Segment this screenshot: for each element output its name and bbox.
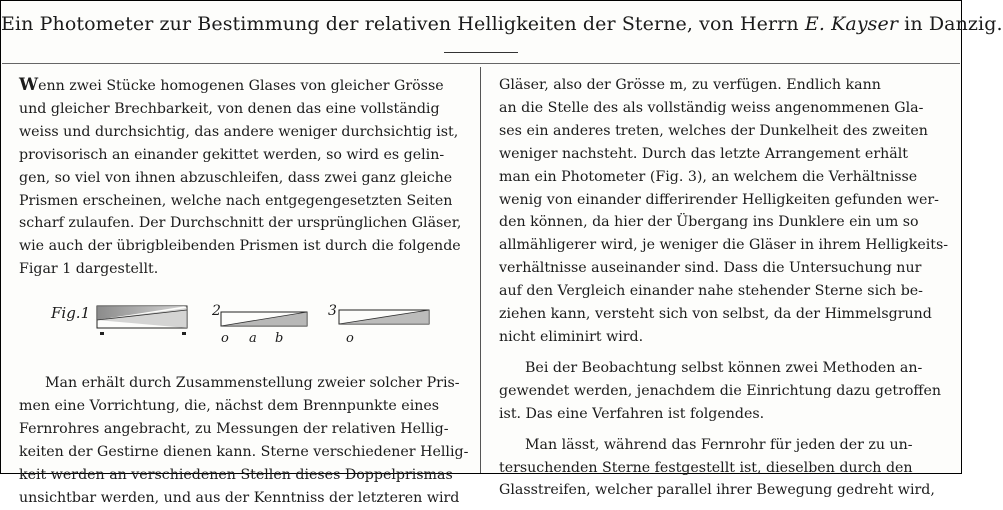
figure-3-prism: [339, 310, 429, 324]
text-line: gen, so viel von ihnen abzuschleifen, dass zwei ganz gleiche: [19, 169, 453, 186]
figure-letter-b: b: [275, 331, 284, 347]
text-line: weiss und durchsichtig, das andere weniger durchsichtig ist,: [19, 123, 459, 140]
text-line: Gläser, also der Grösse m, zu verfügen. Endlich kann: [499, 77, 881, 93]
text-line: provisorisch an einander gekittet werden, so wird es gelin-: [19, 146, 445, 163]
text-line: Glasstreifen, welcher parallel ihrer Bewegung gedreht wird,: [499, 482, 935, 499]
text-line: Wenn zwei Stücke homogenen Glases von gleicher Grösse: [19, 75, 444, 95]
text-line: verhältnisse auseinander sind. Dass die Untersuchung nur: [499, 260, 922, 277]
text-line: allmähligerer wird, je weniger die Gläser in ihrem Helligkeits-: [499, 237, 949, 254]
text-line: keiten der Gestirne dienen kann. Sterne verschiedener Hellig-: [19, 443, 469, 460]
figure-2-number: 2: [212, 303, 221, 320]
text-line: den können, da hier der Übergang ins Dunklere ein um so: [499, 214, 919, 231]
text-line: keit werden an verschiedenen Stellen dieses Doppelprismas: [19, 466, 453, 483]
text-line: Bei der Beobachtung selbst können zwei Methoden an-: [525, 359, 923, 376]
figure-3-number: 3: [328, 303, 337, 320]
text-line: nicht eliminirt wird.: [499, 328, 644, 345]
text-line: ziehen kann, versteht sich von selbst, da der Himmelsgrund: [499, 306, 932, 323]
left-column: [19, 74, 469, 510]
text-line: ist. Das eine Verfahren ist folgendes.: [499, 405, 765, 422]
text-line: Man erhält durch Zusammenstellung zweier solcher Pris-: [45, 375, 460, 392]
figure-1-prism: [97, 306, 187, 335]
text-line: gewendet werden, jenachdem die Einrichtung dazu getroffen: [499, 382, 942, 399]
text-line: tersuchenden Sterne festgestellt ist, dieselben durch den: [499, 459, 913, 476]
figure-letter-o: o: [346, 331, 354, 347]
text-line: an die Stelle des als vollständig weiss angenommenen Gla-: [499, 99, 924, 116]
text-line: Figar 1 dargestellt.: [19, 261, 159, 278]
text-line: wie auch der übrigbleibenden Prismen ist durch die folgende: [19, 238, 461, 255]
text-line: auf den Vergleich einander nahe stehender Sterne sich be-: [499, 283, 923, 300]
drop-cap: W: [19, 75, 39, 95]
text-line: scharf zulaufen. Der Durchschnitt der ursprünglichen Gläser,: [19, 215, 462, 232]
text-line: unsichtbar werden, und aus der Kenntniss der letzteren wird: [19, 489, 460, 506]
figure-letter-a: a: [249, 331, 257, 347]
figure-1: [19, 298, 469, 352]
text-line: weniger nachsteht. Durch das letzte Arrangement erhält: [499, 145, 908, 162]
title-main: Ein Photometer zur Bestimmung der relativen Helligkeiten der Sterne, von Herrn: [1, 13, 805, 35]
title-author: E. Kayser: [804, 13, 899, 35]
right-column: [499, 74, 947, 502]
title-place: in Danzig.: [898, 13, 1003, 35]
text-line: men eine Vorrichtung, die, nächst dem Brennpunkte eines: [19, 398, 440, 415]
column-divider: [480, 67, 481, 473]
text-line: wenig von einander differirender Helligkeiten gefunden wer-: [499, 191, 939, 208]
text-line: man ein Photometer (Fig. 3), an welchem die Verhältnisse: [499, 168, 918, 185]
text-line: ses ein anderes treten, welches der Dunkelheit des zweiten: [499, 122, 928, 139]
text-line: Prismen erscheinen, welche nach entgegengesetzten Seiten: [19, 192, 453, 209]
title-rule: [444, 52, 518, 53]
text-line: Man lässt, während das Fernrohr für jeden der zu un-: [525, 436, 913, 453]
text-line: Fernrohres angebracht, zu Messungen der relativen Hellig-: [19, 420, 449, 437]
figure-2-prism: [221, 312, 307, 326]
header-rule: [2, 63, 960, 64]
figure-letter-o: o: [221, 331, 229, 347]
article-title: [1, 13, 1003, 35]
figure-1-label: Fig.1: [51, 304, 91, 323]
text-line: und gleicher Brechbarkeit, von denen das eine vollständig: [19, 100, 440, 117]
